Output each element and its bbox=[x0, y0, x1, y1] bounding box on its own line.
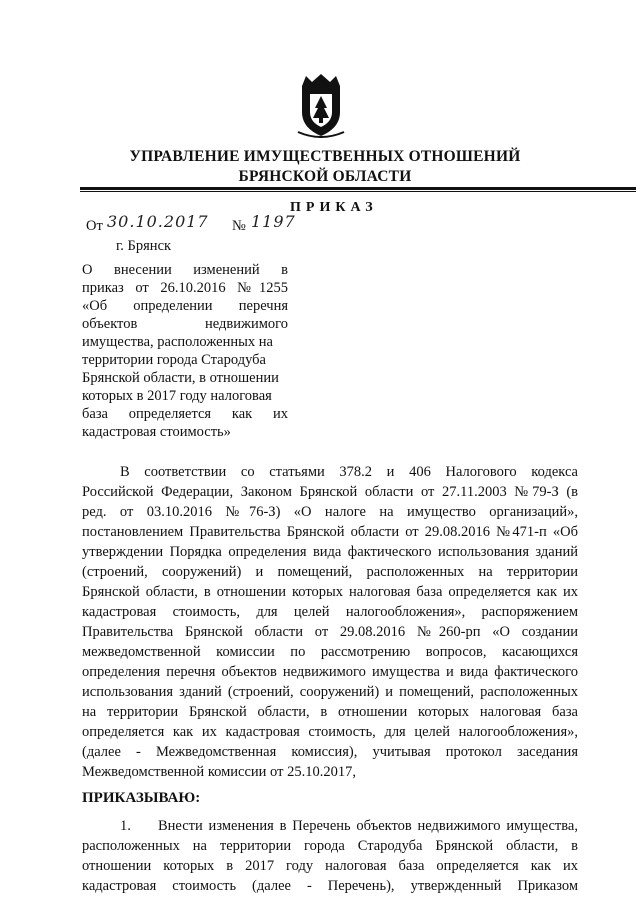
body-line: кадастровая стоимость, для целей налогообложения», распоряжением bbox=[82, 604, 578, 620]
body-line: постановлением Правительства Брянской области от 29.08.2016 №471-п «Об bbox=[82, 524, 578, 540]
org-name-line1: УПРАВЛЕНИЕ ИМУЩЕСТВЕННЫХ ОТНОШЕНИЙ bbox=[129, 148, 521, 165]
date-handwritten: 30.10.2017 bbox=[107, 212, 209, 231]
body-line: утверждении Порядка определения вида фактического использования зданий bbox=[82, 544, 578, 560]
date-prefix: От bbox=[86, 218, 103, 234]
subject-line: база определяется как их bbox=[82, 406, 288, 422]
item-line: кадастровая стоимость (далее - Перечень), утвержденный Приказом bbox=[82, 878, 578, 894]
body-line: Брянской области, в отношении которых налоговая база определяется как их bbox=[82, 584, 578, 600]
item-line: отношении которых в 2017 году налоговая база определяется как их bbox=[82, 858, 578, 874]
header-divider-thin bbox=[80, 191, 636, 192]
document-type: ПРИКАЗ bbox=[290, 200, 378, 215]
body-line: ред. от 03.10.2016 №76-З) «О налоге на имущество организаций», bbox=[82, 504, 578, 520]
subject-line: объектов недвижимого bbox=[82, 316, 288, 332]
org-name-line2: БРЯНСКОЙ ОБЛАСТИ bbox=[238, 168, 412, 185]
body-line: на территории Брянской области, в отношении которых налоговая база bbox=[82, 704, 578, 720]
body-line: межведомственной комиссии по рассмотрению вопросов, касающихся bbox=[82, 644, 578, 660]
order-word: ПРИКАЗЫВАЮ: bbox=[82, 790, 201, 806]
body-line: Российской Федерации, Законом Брянской области от 27.11.2003 №79-З (в bbox=[82, 484, 578, 500]
subject-line: «Об определении перечня bbox=[82, 298, 288, 314]
city: г. Брянск bbox=[116, 238, 172, 254]
coat-of-arms-emblem bbox=[296, 72, 346, 138]
body-line: определения перечня объектов недвижимого имущества и вида фактического bbox=[82, 664, 578, 680]
subject-line: которых в 2017 году налоговая bbox=[82, 388, 272, 404]
header-divider-thick bbox=[80, 187, 636, 190]
subject-line: О внесении изменений в bbox=[82, 262, 288, 278]
item-line: расположенных на территории города Стародуба Брянской области, в bbox=[82, 838, 578, 854]
body-line: определяется как их кадастровая стоимость, для целей налогообложения», bbox=[82, 724, 578, 740]
number-handwritten: 1197 bbox=[251, 212, 296, 231]
number-prefix: № bbox=[232, 218, 246, 234]
subject-line: Брянской области, в отношении bbox=[82, 370, 279, 386]
subject-line: кадастровая стоимость» bbox=[82, 424, 231, 440]
body-line: Межведомственной комиссии от 25.10.2017, bbox=[82, 764, 356, 780]
item-number: 1. bbox=[120, 818, 131, 834]
body-line: (далее - Межведомственная комиссия), учитывая протокол заседания bbox=[82, 744, 578, 760]
item-line: Внести изменения в Перечень объектов недвижимого имущества, bbox=[158, 818, 578, 834]
body-line: использования зданий (строений, сооружений) и помещений, расположенных bbox=[82, 684, 578, 700]
subject-line: территории города Стародуба bbox=[82, 352, 266, 368]
body-line: Правительства Брянской области от 29.08.2016 №260-рп «О создании bbox=[82, 624, 578, 640]
body-line: В соответствии со статьями 378.2 и 406 Налогового кодекса bbox=[120, 464, 578, 480]
body-line: (строений, сооружений) и помещений, расположенных на территории bbox=[82, 564, 578, 580]
subject-line: приказ от 26.10.2016 №1255 bbox=[82, 280, 288, 296]
subject-line: имущества, расположенных на bbox=[82, 334, 273, 350]
